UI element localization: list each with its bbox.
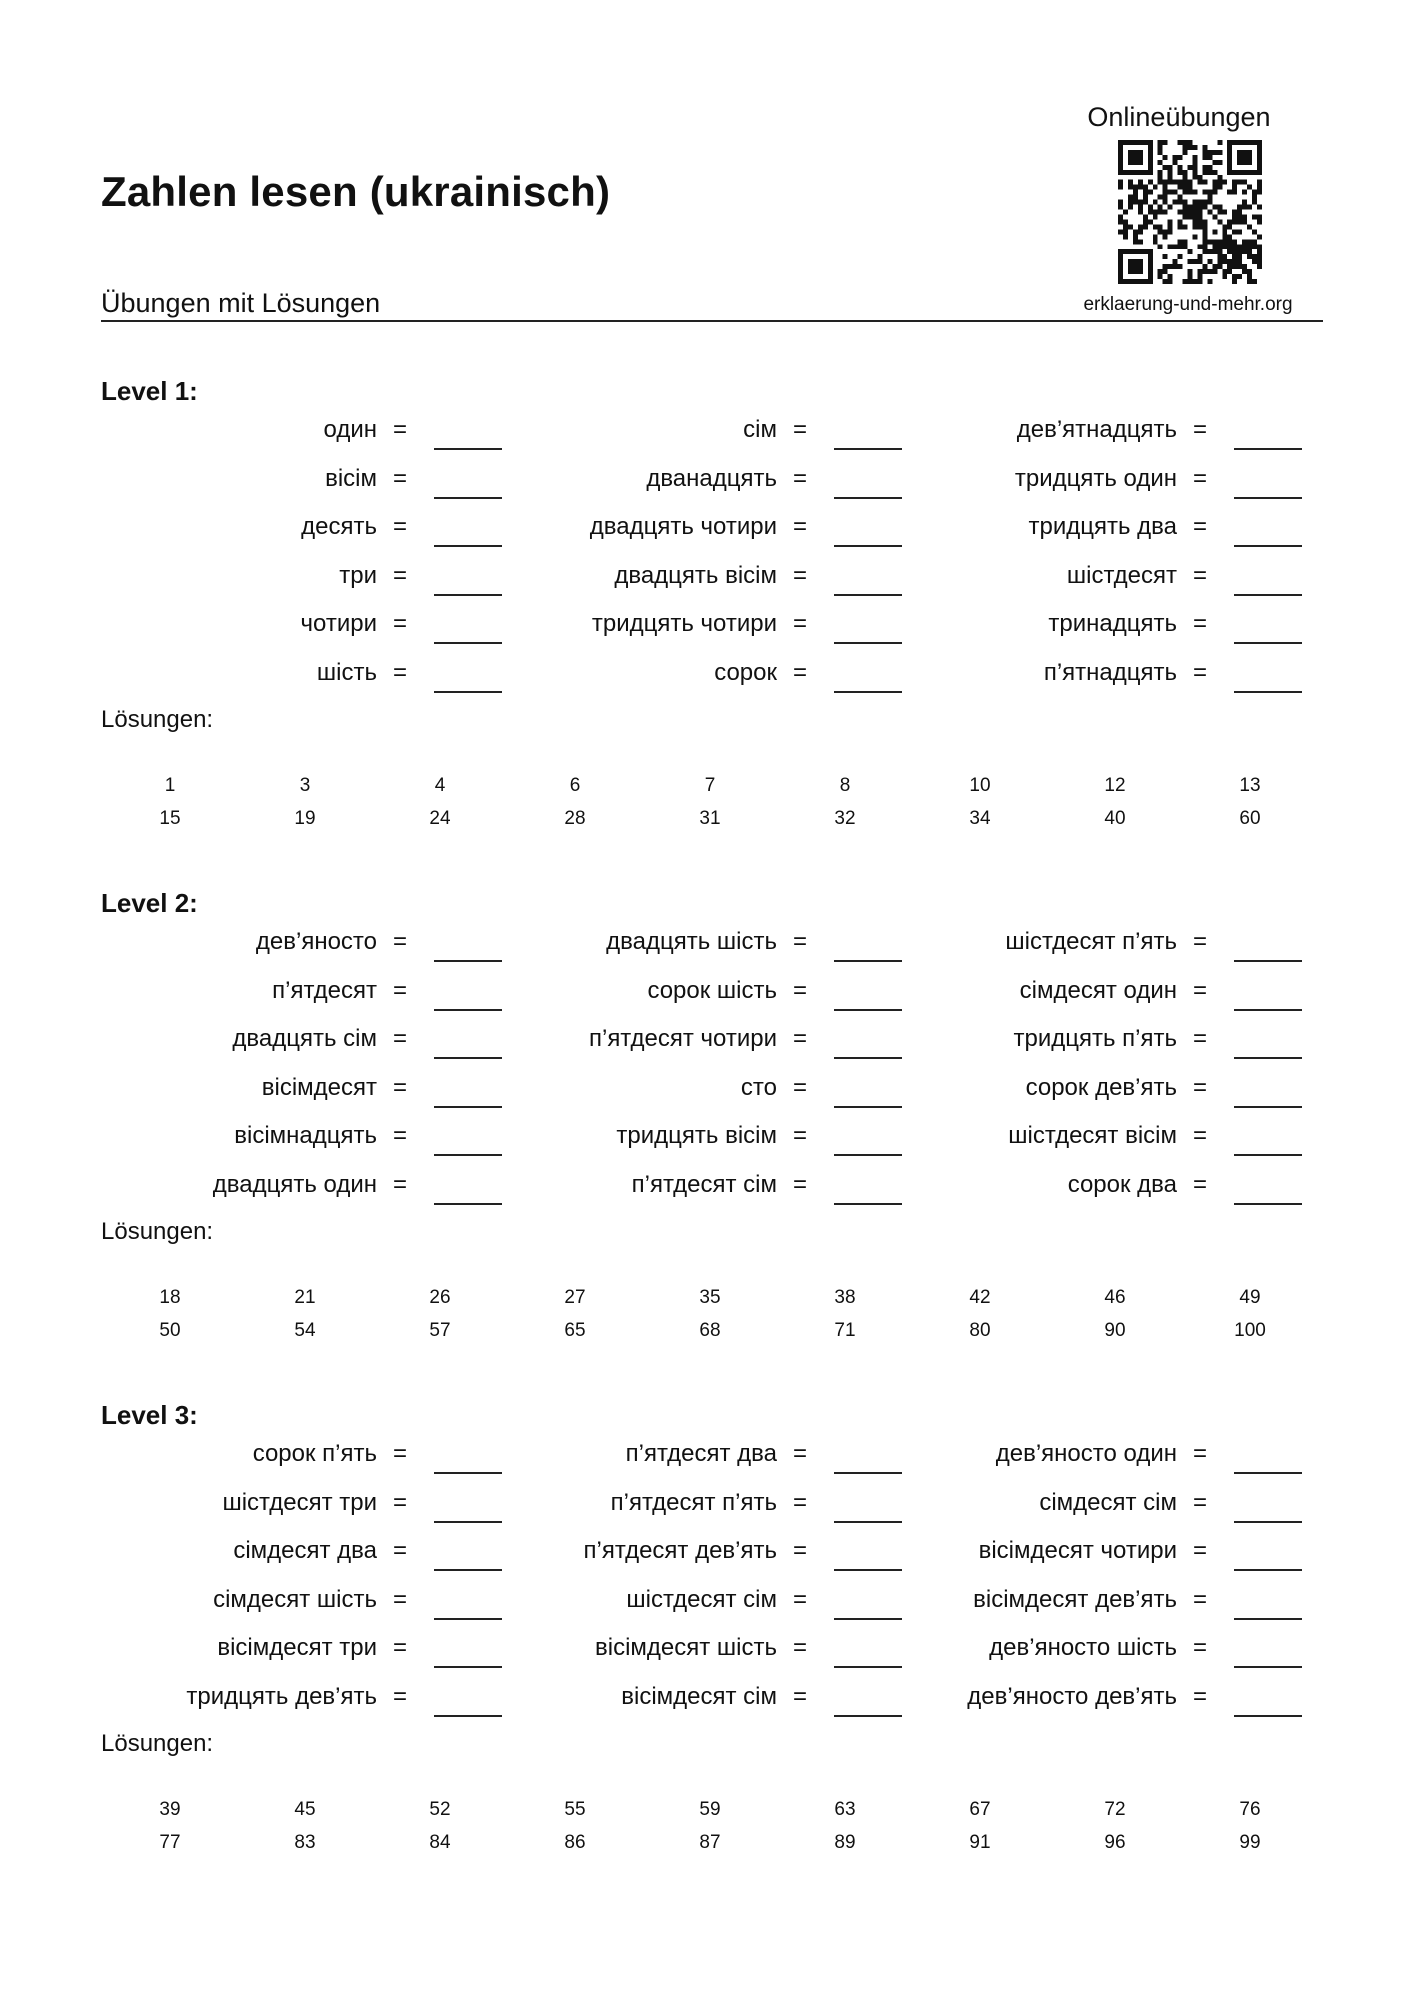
number-word: п’ятдесят чотири	[588, 1025, 777, 1052]
number-word: шістдесят п’ять	[1005, 928, 1177, 955]
exercise-row	[882, 1165, 1302, 1214]
exercise-row	[482, 410, 902, 459]
solution-number: 32	[834, 808, 856, 829]
solution-number: 68	[699, 1320, 721, 1341]
number-word: дев’яносто шість	[989, 1634, 1177, 1661]
solution-number: 57	[429, 1320, 451, 1341]
solution-number: 54	[294, 1320, 316, 1341]
number-word: сто	[740, 1073, 777, 1101]
number-word: шістдесят три	[222, 1488, 377, 1516]
equals-sign: =	[1192, 416, 1207, 443]
number-word: сорок дев’ять	[1025, 1073, 1177, 1101]
equals-sign: =	[392, 976, 407, 1004]
number-word: п’ятдесят дев’ять	[583, 1537, 777, 1564]
equals-sign: =	[392, 1488, 407, 1516]
solutions-row	[101, 775, 1323, 805]
qr-code-icon[interactable]	[1118, 140, 1262, 284]
exercise-row	[82, 604, 502, 653]
answer-blank[interactable]	[1234, 642, 1302, 644]
number-word: вісімдесят чотири	[978, 1537, 1177, 1564]
exercise-column	[882, 922, 1302, 1222]
exercise-row	[882, 971, 1302, 1020]
exercise-row	[482, 1434, 902, 1483]
solution-number: 89	[834, 1832, 856, 1853]
solution-number: 31	[699, 808, 721, 829]
number-word: двадцять один	[212, 1170, 377, 1198]
exercise-column	[82, 1434, 502, 1734]
solution-number: 52	[429, 1799, 451, 1820]
solution-number: 100	[1234, 1320, 1266, 1341]
solution-number: 86	[564, 1832, 586, 1853]
exercise-row	[82, 1677, 502, 1726]
solution-number: 91	[969, 1832, 991, 1853]
exercise-row	[82, 922, 502, 971]
solution-number: 6	[569, 775, 581, 796]
exercise-row	[482, 922, 902, 971]
equals-sign: =	[792, 928, 807, 955]
equals-sign: =	[1192, 464, 1207, 492]
number-word: п’ятдесят п’ять	[610, 1488, 777, 1516]
equals-sign: =	[1192, 1488, 1207, 1516]
exercise-row	[82, 1483, 502, 1532]
answer-blank[interactable]	[1234, 960, 1302, 962]
number-word: вісімдесят три	[217, 1634, 377, 1661]
exercise-row	[882, 1580, 1302, 1629]
solution-number: 83	[294, 1832, 316, 1853]
number-word: сімдесят шість	[213, 1585, 377, 1613]
number-word: шістдесят сім	[626, 1585, 777, 1613]
exercise-row	[882, 922, 1302, 971]
exercise-row	[882, 604, 1302, 653]
solution-number: 21	[294, 1287, 316, 1308]
equals-sign: =	[392, 658, 407, 686]
equals-sign: =	[1192, 1122, 1207, 1149]
number-word: шість	[316, 658, 377, 686]
number-word: сімдесят сім	[1039, 1488, 1177, 1516]
equals-sign: =	[792, 416, 807, 443]
answer-blank[interactable]	[1234, 1106, 1302, 1108]
solution-number: 34	[969, 808, 991, 829]
exercise-column	[482, 1434, 902, 1734]
answer-blank[interactable]	[1234, 545, 1302, 547]
answer-blank[interactable]	[1234, 448, 1302, 450]
solution-number: 28	[564, 808, 586, 829]
solution-number: 24	[429, 808, 451, 829]
exercise-row	[482, 1531, 902, 1580]
exercise-column	[882, 410, 1302, 710]
solutions-label: Lösungen:	[101, 1218, 214, 1245]
exercise-level-3	[101, 1400, 1323, 1900]
header-divider	[101, 320, 1323, 322]
exercise-row	[82, 1116, 502, 1165]
solution-number: 4	[434, 775, 446, 796]
number-word: тридцять чотири	[591, 610, 777, 637]
exercise-row	[82, 507, 502, 556]
solution-number: 10	[969, 775, 991, 796]
exercise-row	[82, 1165, 502, 1214]
exercise-row	[882, 556, 1302, 605]
exercise-column	[482, 922, 902, 1222]
solutions-row	[101, 1832, 1323, 1862]
equals-sign: =	[1192, 1634, 1207, 1661]
solution-number: 18	[159, 1287, 181, 1308]
number-word: двадцять вісім	[614, 561, 777, 589]
exercise-row	[482, 1677, 902, 1726]
exercise-row	[482, 1165, 902, 1214]
solution-number: 13	[1239, 775, 1261, 796]
equals-sign: =	[792, 976, 807, 1004]
solution-number: 46	[1104, 1287, 1126, 1308]
exercise-row	[482, 1483, 902, 1532]
equals-sign: =	[1192, 1537, 1207, 1564]
equals-sign: =	[1192, 976, 1207, 1004]
answer-blank[interactable]	[1234, 1203, 1302, 1205]
answer-blank[interactable]	[1234, 1472, 1302, 1474]
solution-number: 12	[1104, 775, 1126, 796]
solution-number: 38	[834, 1287, 856, 1308]
answer-blank[interactable]	[1234, 1154, 1302, 1156]
equals-sign: =	[792, 1170, 807, 1198]
exercise-row	[882, 1019, 1302, 1068]
number-word: вісім	[325, 464, 377, 492]
solution-number: 40	[1104, 808, 1126, 829]
exercise-row	[482, 653, 902, 702]
number-word: вісімдесят	[261, 1073, 377, 1101]
exercise-column	[82, 410, 502, 710]
number-word: три	[339, 561, 377, 589]
exercise-row	[882, 1068, 1302, 1117]
website-link[interactable]: erklaerung-und-mehr.org	[1083, 294, 1293, 315]
exercise-row	[82, 1580, 502, 1629]
number-word: дев’ятнадцять	[1016, 416, 1177, 443]
solution-number: 27	[564, 1287, 586, 1308]
number-word: дев’яносто	[255, 928, 377, 955]
equals-sign: =	[392, 1634, 407, 1661]
equals-sign: =	[392, 1122, 407, 1149]
answer-blank[interactable]	[1234, 691, 1302, 693]
solution-number: 77	[159, 1832, 181, 1853]
exercise-row	[882, 1677, 1302, 1726]
equals-sign: =	[1192, 1440, 1207, 1467]
solution-number: 50	[159, 1320, 181, 1341]
equals-sign: =	[1192, 610, 1207, 637]
answer-blank[interactable]	[1234, 1009, 1302, 1011]
equals-sign: =	[1192, 1170, 1207, 1198]
number-word: тридцять дев’ять	[186, 1682, 377, 1710]
equals-sign: =	[392, 928, 407, 955]
exercise-row	[82, 459, 502, 508]
equals-sign: =	[792, 1025, 807, 1052]
exercise-row	[482, 604, 902, 653]
solutions-row	[101, 1799, 1323, 1829]
solution-number: 67	[969, 1799, 991, 1820]
solution-number: 8	[839, 775, 851, 796]
number-word: тринадцять	[1048, 610, 1177, 637]
exercise-row	[482, 556, 902, 605]
page-subtitle: Übungen mit Lösungen	[101, 288, 381, 318]
exercise-column	[882, 1434, 1302, 1734]
exercise-row	[882, 1434, 1302, 1483]
equals-sign: =	[792, 513, 807, 540]
equals-sign: =	[792, 1440, 807, 1467]
solution-number: 39	[159, 1799, 181, 1820]
solution-number: 87	[699, 1832, 721, 1853]
number-word: вісімдесят сім	[621, 1682, 777, 1710]
equals-sign: =	[792, 1585, 807, 1613]
level-heading: Level 3:	[101, 1400, 198, 1430]
solution-number: 45	[294, 1799, 316, 1820]
exercise-row	[82, 410, 502, 459]
exercise-row	[482, 1580, 902, 1629]
solution-number: 63	[834, 1799, 856, 1820]
solution-number: 42	[969, 1287, 991, 1308]
equals-sign: =	[392, 464, 407, 492]
solution-number: 26	[429, 1287, 451, 1308]
equals-sign: =	[392, 416, 407, 443]
number-word: сім	[743, 416, 777, 443]
answer-blank[interactable]	[1234, 1057, 1302, 1059]
answer-blank[interactable]	[1234, 1569, 1302, 1571]
equals-sign: =	[392, 1537, 407, 1564]
equals-sign: =	[792, 1537, 807, 1564]
exercise-column	[482, 410, 902, 710]
solution-number: 19	[294, 808, 316, 829]
number-word: п’ятдесят сім	[631, 1170, 777, 1198]
number-word: дванадцять	[646, 464, 777, 492]
exercise-row	[882, 1116, 1302, 1165]
exercise-row	[482, 1116, 902, 1165]
number-word: двадцять сім	[232, 1025, 377, 1052]
solutions-row	[101, 1320, 1323, 1350]
solution-number: 15	[159, 808, 181, 829]
equals-sign: =	[792, 1122, 807, 1149]
equals-sign: =	[1192, 561, 1207, 589]
level-heading: Level 2:	[101, 888, 198, 918]
answer-blank[interactable]	[1234, 1521, 1302, 1523]
number-word: п’ятдесят	[272, 976, 377, 1004]
exercise-row	[482, 1019, 902, 1068]
exercise-row	[82, 1628, 502, 1677]
exercise-row	[482, 507, 902, 556]
exercise-row	[482, 1628, 902, 1677]
equals-sign: =	[1192, 928, 1207, 955]
exercise-row	[882, 653, 1302, 702]
solutions-row	[101, 1287, 1323, 1317]
equals-sign: =	[792, 464, 807, 492]
online-exercises-label: Onlineübungen	[1087, 102, 1271, 132]
number-word: один	[323, 416, 377, 443]
number-word: вісімнадцять	[234, 1122, 377, 1149]
equals-sign: =	[792, 658, 807, 686]
number-word: чотири	[300, 610, 377, 637]
equals-sign: =	[1192, 1073, 1207, 1101]
exercise-row	[82, 1434, 502, 1483]
exercise-row	[482, 1068, 902, 1117]
equals-sign: =	[392, 1025, 407, 1052]
exercise-row	[882, 410, 1302, 459]
equals-sign: =	[392, 513, 407, 540]
exercise-row	[82, 1019, 502, 1068]
number-word: сорок	[714, 658, 777, 686]
number-word: дев’яносто дев’ять	[967, 1682, 1177, 1710]
exercise-row	[82, 971, 502, 1020]
level-heading: Level 1:	[101, 376, 198, 406]
equals-sign: =	[792, 610, 807, 637]
exercise-row	[82, 653, 502, 702]
solution-number: 55	[564, 1799, 586, 1820]
solutions-row	[101, 808, 1323, 838]
solution-number: 49	[1239, 1287, 1261, 1308]
solution-number: 1	[164, 775, 176, 796]
equals-sign: =	[1192, 1025, 1207, 1052]
exercise-row	[482, 459, 902, 508]
solution-number: 99	[1239, 1832, 1261, 1853]
solution-number: 96	[1104, 1832, 1126, 1853]
solutions-label: Lösungen:	[101, 1730, 214, 1757]
answer-blank[interactable]	[1234, 1715, 1302, 1717]
number-word: шістдесят	[1066, 561, 1177, 589]
exercise-row	[82, 1531, 502, 1580]
number-word: дев’яносто один	[995, 1440, 1177, 1467]
number-word: п’ятдесят два	[625, 1440, 777, 1467]
number-word: двадцять чотири	[589, 513, 777, 540]
solution-number: 35	[699, 1287, 721, 1308]
exercise-row	[882, 507, 1302, 556]
answer-blank[interactable]	[1234, 497, 1302, 499]
equals-sign: =	[1192, 658, 1207, 686]
number-word: сорок шість	[647, 976, 777, 1004]
exercise-column	[82, 922, 502, 1222]
equals-sign: =	[792, 1682, 807, 1710]
equals-sign: =	[392, 1073, 407, 1101]
number-word: тридцять вісім	[616, 1122, 777, 1149]
equals-sign: =	[392, 1440, 407, 1467]
exercise-row	[882, 1483, 1302, 1532]
page-title: Zahlen lesen (ukrainisch)	[101, 168, 611, 215]
exercise-level-2	[101, 888, 1323, 1388]
number-word: сорок п’ять	[252, 1440, 377, 1467]
solution-number: 71	[834, 1320, 856, 1341]
equals-sign: =	[392, 561, 407, 589]
number-word: сорок два	[1067, 1170, 1177, 1198]
exercise-level-1	[101, 376, 1323, 876]
solutions-label: Lösungen:	[101, 706, 214, 733]
number-word: сімдесят один	[1019, 976, 1177, 1004]
number-word: п’ятнадцять	[1043, 658, 1177, 686]
equals-sign: =	[792, 1634, 807, 1661]
exercise-row	[482, 971, 902, 1020]
equals-sign: =	[392, 1682, 407, 1710]
solution-number: 60	[1239, 808, 1261, 829]
number-word: сімдесят два	[233, 1537, 377, 1564]
equals-sign: =	[1192, 1585, 1207, 1613]
exercise-row	[882, 459, 1302, 508]
answer-blank[interactable]	[1234, 594, 1302, 596]
solution-number: 3	[299, 775, 311, 796]
equals-sign: =	[392, 1585, 407, 1613]
answer-blank[interactable]	[1234, 1666, 1302, 1668]
solution-number: 65	[564, 1320, 586, 1341]
solution-number: 76	[1239, 1799, 1261, 1820]
number-word: тридцять п’ять	[1013, 1025, 1177, 1052]
number-word: двадцять шість	[606, 928, 777, 955]
equals-sign: =	[1192, 1682, 1207, 1710]
solution-number: 90	[1104, 1320, 1126, 1341]
solution-number: 80	[969, 1320, 991, 1341]
number-word: тридцять два	[1028, 513, 1177, 540]
equals-sign: =	[792, 1073, 807, 1101]
solution-number: 72	[1104, 1799, 1126, 1820]
answer-blank[interactable]	[1234, 1618, 1302, 1620]
equals-sign: =	[392, 1170, 407, 1198]
equals-sign: =	[392, 610, 407, 637]
exercise-row	[82, 1068, 502, 1117]
solution-number: 84	[429, 1832, 451, 1853]
equals-sign: =	[792, 1488, 807, 1516]
equals-sign: =	[1192, 513, 1207, 540]
exercise-row	[82, 556, 502, 605]
solution-number: 7	[704, 775, 716, 796]
number-word: тридцять один	[1014, 464, 1177, 492]
exercise-row	[882, 1628, 1302, 1677]
number-word: вісімдесят дев’ять	[973, 1585, 1177, 1613]
equals-sign: =	[792, 561, 807, 589]
number-word: вісімдесят шість	[594, 1634, 777, 1661]
solution-number: 59	[699, 1799, 721, 1820]
exercise-row	[882, 1531, 1302, 1580]
number-word: шістдесят вісім	[1008, 1122, 1177, 1149]
number-word: десять	[301, 513, 377, 540]
